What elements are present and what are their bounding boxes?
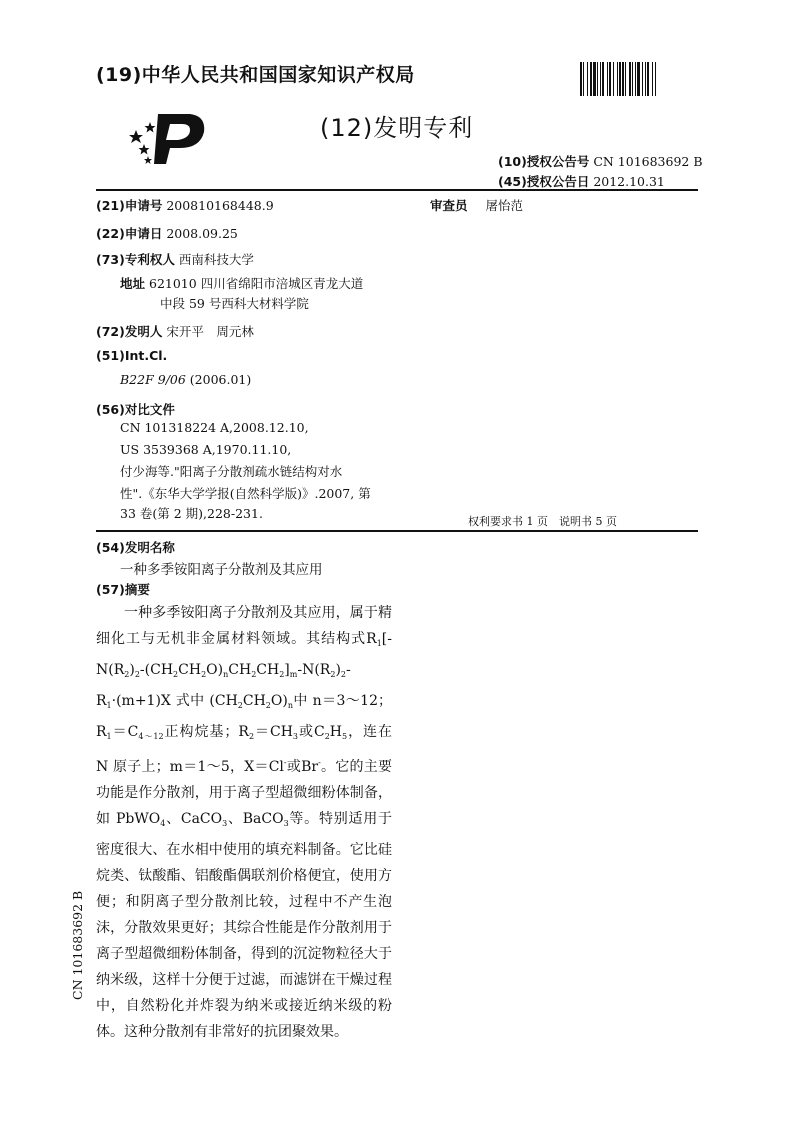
header-rule — [96, 189, 698, 191]
sipo-logo — [128, 108, 208, 168]
publication-number-label: (10)授权公告号 — [498, 154, 590, 169]
filing-date-row — [96, 224, 238, 242]
ipc-label: (51)Int.Cl. — [96, 348, 168, 363]
ipc-code: B22F 9/06 — [120, 372, 186, 387]
ipc-classification — [120, 372, 251, 387]
inventor-label: (72)发明人 — [96, 324, 163, 339]
filing-date-label: (22)申请日 — [96, 226, 163, 241]
filing-date: 2008.09.25 — [166, 226, 238, 241]
inventor-names: 宋开平 周元林 — [166, 324, 254, 339]
publication-number: CN 101683692 B — [593, 154, 703, 169]
page-count: 权利要求书 1 页 说明书 5 页 — [468, 515, 617, 528]
citation-3-line-3: 33 卷(第 2 期),228-231. — [120, 506, 263, 521]
abstract-label: (57)摘要 — [96, 582, 150, 597]
patentee-label: (73)专利权人 — [96, 252, 175, 267]
abstract-text: 一种多季铵阳离子分散剂及其应用，属于精细化工与无机非金属材料领域。其结构式$R_1[-N(R_2)_2-(CH_2CH_2O)_nCH_2CH_2]_m-N(R_2)_2-R_1\cdot(m+1)X$ 式中 $(CH_2CH_2O)_n$中 n＝3～12；$R_1=C_{4\sim 12}$正构烷基；$R_2=CH_3$或$C_2H_5$，连在 N 原子上；m＝1～5，X＝Cl-或Br-。它的主要功能是作分散剂，用于离子型超微细粉体制备，如 PbWO$_4$、CaCO$_3$、BaCO$_3$等。特别适用于密度很大、在水相中使用的填充料制备。它比硅烷类、钛酸酯、铝酸酯偶联剂价格便宜，使用方便；和阴离子型分散剂比较，过程中不产生泡沫，分散效果更好；其综合性能是作分散剂用于离子型超微细粉体制备，得到的沉淀物粒径大于纳米级，这样十分便于过滤，而滤饼在干燥过程中，自然粉化并炸裂为纳米或接近纳米级的粉体。这种分散剂有非常好的抗团聚效果。 — [96, 605, 393, 1040]
address-line-1: 621010 四川省绵阳市涪城区青龙大道 — [149, 276, 364, 291]
application-number: 200810168448.9 — [166, 198, 274, 213]
examiner-label: 审查员 — [430, 198, 468, 213]
invention-title: 一种多季铵阳离子分散剂及其应用 — [120, 562, 323, 578]
examiner-name: 屠怡范 — [485, 198, 524, 213]
citation-3-line-2: 性".《东华大学学报(自然科学版)》.2007, 第 — [120, 486, 371, 501]
address-line-2: 中段 59 号西科大材料学院 — [160, 296, 309, 311]
title-label: (54)发明名称 — [96, 540, 175, 555]
citation-2: US 3539368 A,1970.11.10, — [120, 442, 292, 457]
publication-number-row — [498, 152, 703, 170]
publication-date-label: (45)授权公告日 — [498, 174, 590, 189]
citation-3-line-1: 付少海等."阳离子分散剂疏水链结构对水 — [120, 464, 343, 479]
patentee-row — [96, 250, 254, 268]
citation-1: CN 101318224 A,2008.12.10, — [120, 420, 309, 435]
publication-date: 2012.10.31 — [593, 174, 665, 189]
ipc-version: (2006.01) — [189, 372, 252, 387]
application-number-row — [96, 196, 274, 214]
section-rule — [96, 530, 698, 532]
inventor-row — [96, 322, 254, 340]
patentee-name: 西南科技大学 — [178, 252, 254, 267]
address-row — [120, 274, 363, 292]
office-name: (19)中华人民共和国国家知识产权局 — [96, 64, 415, 86]
address-label: 地址 — [120, 276, 146, 291]
publication-date-row — [498, 172, 665, 190]
barcode — [580, 62, 700, 96]
examiner-row — [430, 196, 523, 214]
document-kind: (12)发明专利 — [320, 114, 474, 142]
application-number-label: (21)申请号 — [96, 198, 163, 213]
citations-label: (56)对比文件 — [96, 402, 175, 417]
side-publication-number: CN 101683692 B — [70, 890, 85, 1000]
